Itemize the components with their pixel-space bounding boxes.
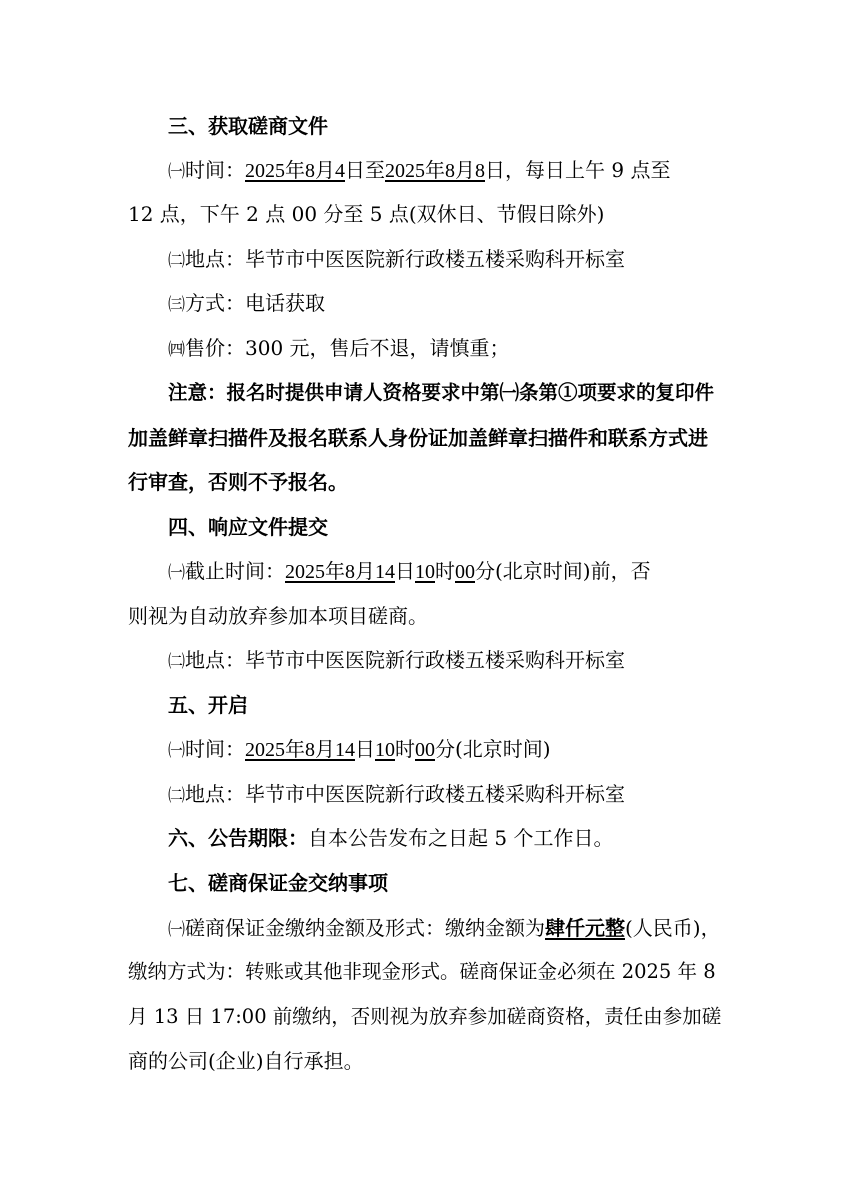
section-3-way: ㈢方式：电话获取: [168, 288, 325, 318]
item-marker: ㈣: [168, 340, 185, 360]
start-month: 8: [305, 160, 315, 182]
section-4-place: ㈡地点：毕节市中医医院新行政楼五楼采购科开标室: [168, 645, 625, 675]
section-4-title: 四、响应文件提交: [168, 515, 328, 539]
section-4-deadline: ㈠截止时间：2025年8月14日10时00分(北京时间)前，否: [168, 556, 651, 586]
section-3-price: ㈣售价：300 元，售后不退，请慎重；: [168, 333, 510, 363]
open-hour: 10: [375, 739, 395, 761]
end-day: 8: [475, 160, 485, 182]
section-3-place: ㈡地点：毕节市中医医院新行政楼五楼采购科开标室: [168, 244, 625, 274]
section-6-title: 六、公告期限：: [168, 826, 308, 850]
deadline-hour: 10: [415, 561, 435, 583]
open-day: 14: [335, 739, 355, 761]
end-year: 2025: [385, 160, 425, 182]
section-7-line-4: 商的公司(企业)自行承担。: [128, 1049, 364, 1073]
deposit-amount: 肆仟元整: [545, 916, 625, 940]
section-4-deadline-cont: 则视为自动放弃参加本项目磋商。: [128, 604, 428, 628]
section-7-line-1: ㈠磋商保证金缴纳金额及形式：缴纳金额为肆仟元整(人民币)，: [168, 913, 721, 943]
section-3-time-cont: 12 点，下午 2 点 00 分至 5 点(双休日、节假日除外): [128, 202, 605, 226]
section-7-title: 七、磋商保证金交纳事项: [168, 871, 388, 895]
open-year: 2025: [245, 739, 285, 761]
section-6: [168, 823, 613, 853]
section-5-place: ㈡地点：毕节市中医医院新行政楼五楼采购科开标室: [168, 779, 625, 809]
open-month: 8: [305, 739, 315, 761]
item-marker: ㈢: [168, 295, 185, 315]
item-marker: ㈡: [168, 251, 185, 271]
item-marker: ㈠: [168, 741, 185, 761]
item-marker: ㈡: [168, 652, 185, 672]
section-5-title: 五、开启: [168, 693, 248, 717]
deadline-month: 8: [345, 561, 355, 583]
item-marker: ㈠: [168, 920, 185, 940]
section-3-title: 三、获取磋商文件: [168, 114, 328, 138]
section-3-time: ㈠时间：2025年8月4日至2025年8月8日，每日上午 9 点至: [168, 155, 670, 185]
note-line-1: 注意：报名时提供申请人资格要求中第㈠条第①项要求的复印件: [168, 381, 715, 404]
deadline-year: 2025: [285, 561, 325, 583]
section-7-line-2: 缴纳方式为：转账或其他非现金形式。磋商保证金必须在 2025 年 8: [128, 960, 716, 983]
start-year: 2025: [245, 160, 285, 182]
section-6-text: 自本公告发布之日起 5 个工作日。: [308, 826, 614, 850]
item-marker: ㈡: [168, 786, 185, 806]
deadline-day: 14: [375, 561, 395, 583]
item-marker: ㈠: [168, 563, 185, 583]
note-line-2: 加盖鲜章扫描件及报名联系人身份证加盖鲜章扫描件和联系方式进: [128, 426, 708, 450]
section-5-time: ㈠时间：2025年8月14日10时00分(北京时间): [168, 734, 551, 764]
end-month: 8: [445, 160, 455, 182]
deadline-minute: 00: [455, 561, 475, 583]
note-line-3: 行审查，否则不予报名。: [128, 470, 348, 494]
item-marker: ㈠: [168, 162, 185, 182]
start-day: 4: [335, 160, 345, 182]
open-minute: 00: [415, 739, 435, 761]
section-7-line-3: 月 13 日 17:00 前缴纳，否则视为放弃参加磋商资格，责任由参加磋: [128, 1005, 722, 1028]
